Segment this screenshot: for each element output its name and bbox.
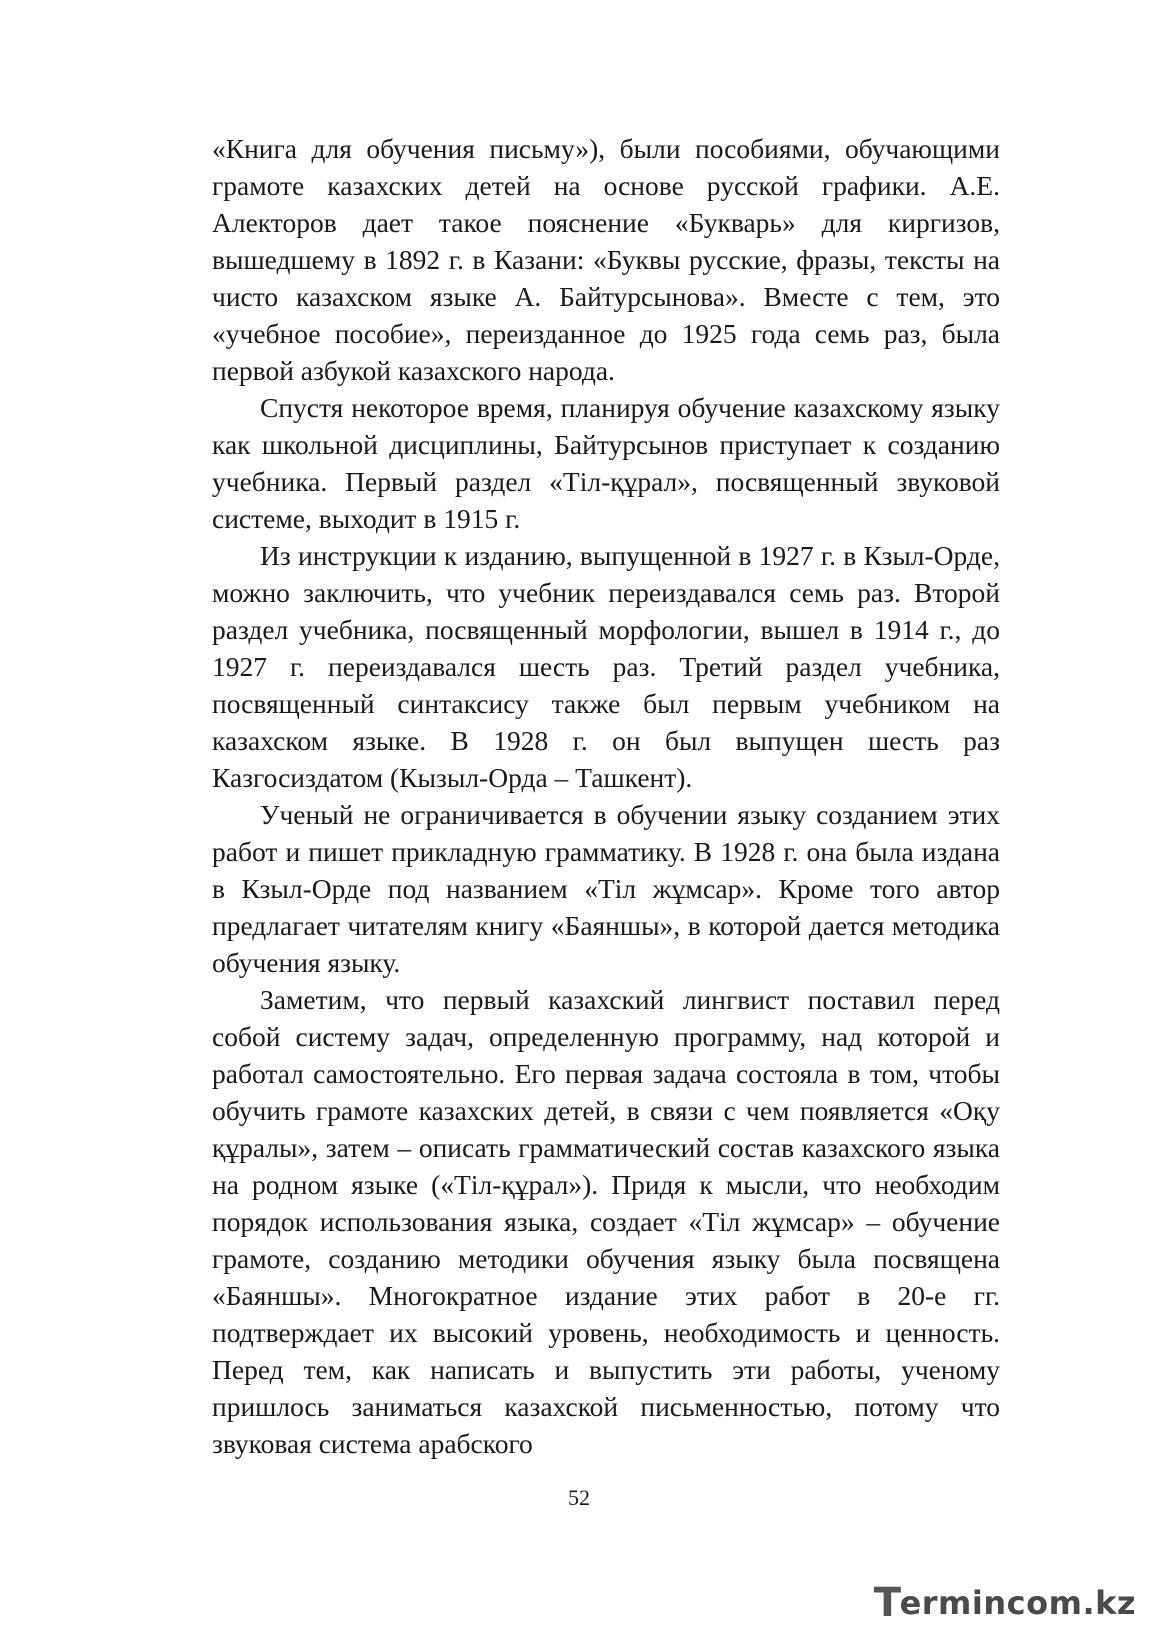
paragraph: Заметим, что первый казахский лингвист поставил перед собой систему задач, определенную программу, над которой и работал самостоятельно. Его первая задача состояла в том, чтобы обучить грамоте казахских детей, в связи с чем появляется «Оқу құралы», затем – описать грамматический состав казахского языка на родном языке («Тіл-құрал»). Придя к мысли, что необходим порядок использования языка, создает «Тіл жұмсар» – обучение грамоте, созданию методики обучения языку была посвящена «Баяншы». Многократное издание этих работ в 20-е гг. подтверждает их высокий уровень, необходимость и ценность. Перед тем, как написать и выпустить эти работы, ученому пришлось заниматься казахской письменностью, потому что звуковая система арабского [212,984,1000,1459]
body-text [212,130,1000,1462]
paragraph: Ученый не ограничивается в обучении языку созданием этих работ и пишет прикладную грамматику. В 1928 г. она была издана в Кзыл-Орде под названием «Тіл жұмсар». Кроме того автор предлагает читателям книгу «Баяншы», в которой дается методика обучения языку. [212,799,1000,978]
page-number: 52 [568,1485,590,1510]
paragraph: «Книга для обучения письму»), были пособиями, обучающими грамоте казахских детей на основе русской графики. А.Е. Алекторов дает такое пояснение «Букварь» для киргизов, вышедшему в 1892 г. в Казани: «Буквы русские, фразы, тексты на чисто казахском языке А. Байтурсынова». Вместе с тем, это «учебное пособие», переизданное до 1925 года семь раз, была первой азбукой казахского народа. [212,133,1000,386]
watermark-logo [874,1581,1136,1625]
paragraph: Из инструкции к изданию, выпущенной в 1927 г. в Кзыл-Орде, можно заключить, что учебник переиздавался семь раз. Второй раздел учебника, посвященный морфологии, вышел в 1914 г., до 1927 г. переиздавался шесть раз. Третий раздел учебника, посвященный синтаксису также был первым учебником на казахском языке. В 1928 г. он был выпущен шесть раз Казгосиздатом (Кызыл-Орда – Ташкент). [212,540,1000,793]
watermark-initial: T [873,1580,902,1626]
paragraph: Спустя некоторое время, планируя обучение казахскому языку как школьной дисциплины, Байтурсынов приступает к созданию учебника. Первый раздел «Тіл-құрал», посвященный звуковой системе, выходит в 1915 г. [212,392,1000,534]
watermark-text: ermincom.kz [899,1584,1136,1622]
